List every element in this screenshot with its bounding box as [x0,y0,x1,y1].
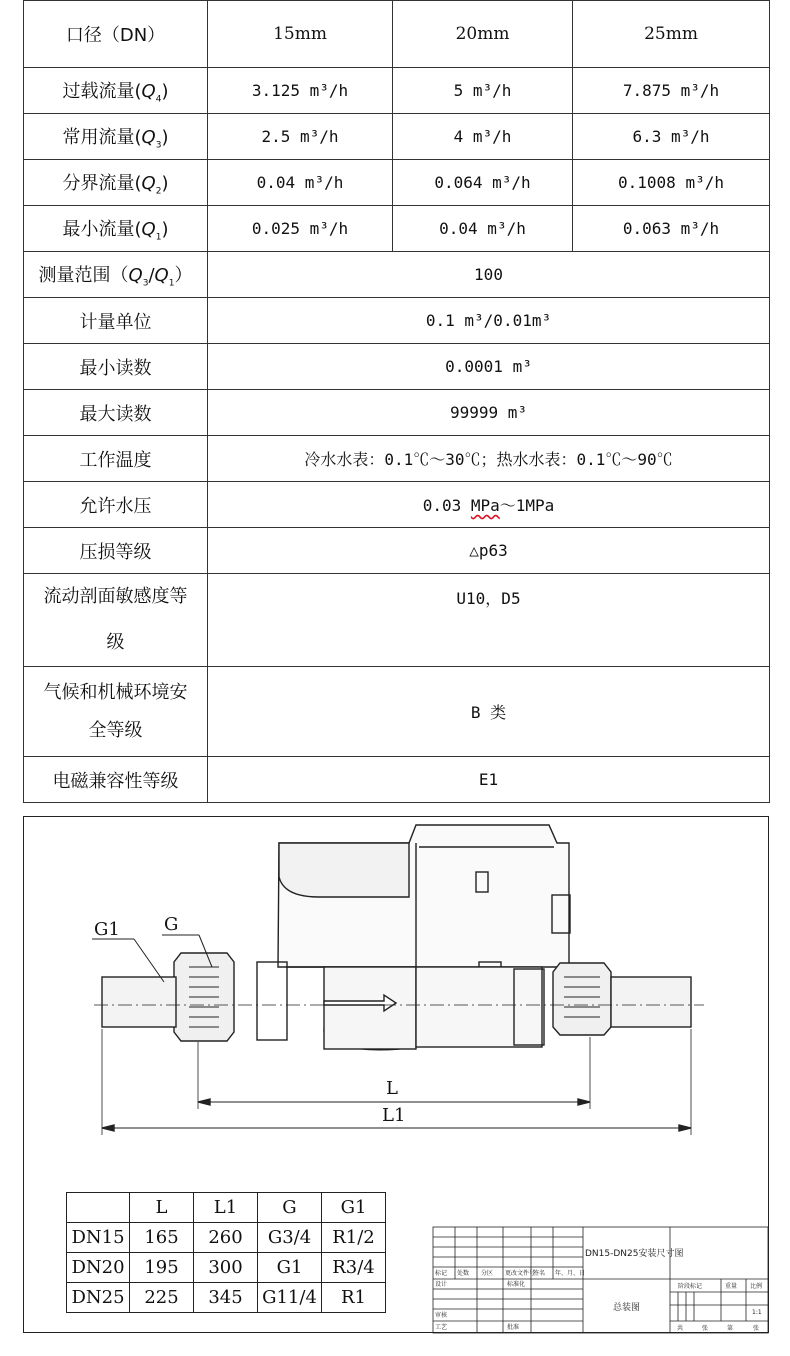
dim-cell: 300 [194,1253,258,1283]
tb-total: 共 [677,1325,684,1332]
tb-label: 处数 [457,1270,470,1277]
q-symbol: Q [154,264,169,286]
table-row [67,1223,386,1253]
row-label: 压损等级 [24,528,208,574]
right-nut [553,963,611,1035]
spec-table [23,0,770,803]
dim-cell: R3/4 [322,1253,386,1283]
table-row [24,1,770,68]
q-subscript: 1 [168,278,175,289]
q-subscript: 2 [155,186,162,197]
cell: 5 m³/h [393,68,573,114]
dim-cell: 195 [130,1253,194,1283]
table-row [24,667,770,757]
label-line: 全等级 [88,719,143,741]
tb-standard: 标准化 [507,1281,526,1288]
row-label [24,574,208,667]
label-text: ) [161,126,169,148]
cell: 0.064 m³/h [393,160,573,206]
table-row [67,1193,386,1223]
table-row [24,114,770,160]
row-label: 最小读数 [24,344,208,390]
tb-approve: 批准 [507,1324,520,1331]
cell: E1 [208,757,770,803]
row-label: 允许水压 [24,482,208,528]
row-label [24,68,208,114]
label-text: 过载流量( [62,80,142,102]
cell: 0.063 m³/h [573,206,770,252]
tb-sheets2: 张 [753,1325,760,1332]
table-row [67,1253,386,1283]
cell: 0.1008 m³/h [573,160,770,206]
cell [208,482,770,528]
label-text: ) [161,218,169,240]
header-label: 口径（DN） [24,1,208,68]
cell: 99999 m³ [208,390,770,436]
neck [257,962,287,1040]
dim-cell: G3/4 [258,1223,322,1253]
cell: 3.125 m³/h [208,68,393,114]
cell: 0.04 m³/h [208,160,393,206]
table-row [24,252,770,298]
label-line: 级 [106,632,125,653]
table-row [24,757,770,803]
cell: 6.3 m³/h [573,114,770,160]
q-symbol: Q [141,172,156,194]
cell: B 类 [208,667,770,757]
table-row [24,298,770,344]
pressure-max: ～1MPa [499,496,555,515]
q-subscript: 4 [155,94,162,105]
row-label: 工作温度 [24,436,208,482]
tb-stage: 阶段标记 [678,1283,703,1290]
table-row [24,436,770,482]
dim-arrow [102,1125,114,1131]
table-row [24,574,770,667]
meter-body-main [324,967,416,1049]
q-subscript: 3 [155,140,162,151]
dim-header: G [258,1193,322,1223]
label-line: 气候和机械环境安 [43,681,188,703]
title-block [433,1227,768,1333]
dim-header: L1 [194,1193,258,1223]
tb-label: 年、月、日 [555,1270,586,1277]
q-symbol: Q [141,218,156,240]
label-text: 常用流量( [62,126,142,148]
row-label: 最大读数 [24,390,208,436]
tb-scale: 比例 [750,1283,763,1290]
tb-label: 签名 [533,1270,546,1277]
tb-label: 更改文件号 [505,1270,536,1277]
label-text: 最小流量( [62,218,142,240]
cell: 0.025 m³/h [208,206,393,252]
right-tail [611,977,691,1027]
dim-cell: R1/2 [322,1223,386,1253]
cell: 0.0001 m³ [208,344,770,390]
row-label [24,160,208,206]
row-label [24,252,208,298]
cell: 冷水水表：0.1℃～30℃；热水水表：0.1℃～90℃ [208,436,770,482]
assembly-title: 总装图 [613,1303,641,1313]
table-row [24,528,770,574]
tb-process: 工艺 [435,1324,448,1331]
l1-callout: L1 [382,1105,406,1126]
cell: 7.875 m³/h [573,68,770,114]
dim-cell: 165 [130,1223,194,1253]
dim-cell: DN20 [67,1253,130,1283]
row-label [24,206,208,252]
table-row [24,206,770,252]
header-col: 20mm [393,1,573,68]
row-label [24,114,208,160]
dim-cell: 225 [130,1283,194,1313]
label-text: 测量范围（ [38,264,129,286]
tb-weight: 重量 [725,1283,738,1290]
dim-cell: G11/4 [258,1283,322,1313]
tb-check: 审核 [435,1312,448,1319]
dim-cell: 260 [194,1223,258,1253]
cell: 4 m³/h [393,114,573,160]
tb-label: 分区 [481,1270,494,1277]
g1-callout: G1 [94,919,120,940]
pressure-min: 0.03 [422,496,471,515]
l-callout: L [386,1078,398,1099]
cell: 100 [208,252,770,298]
header-col: 15mm [208,1,393,68]
cell: U10，D5 [208,574,770,667]
row-label [24,667,208,757]
dim-arrow [578,1099,590,1105]
table-row [24,482,770,528]
label-text: 分界流量( [62,172,142,194]
tb-sheets: 张 [702,1325,709,1332]
dim-header: G1 [322,1193,386,1223]
dim-cell: DN25 [67,1283,130,1313]
row-label: 计量单位 [24,298,208,344]
left-tail [102,977,176,1027]
cell: 0.04 m³/h [393,206,573,252]
dim-arrow [679,1125,691,1131]
table-row [24,160,770,206]
label-text: ) [161,80,169,102]
q-subscript: 1 [155,232,162,243]
header-col: 25mm [573,1,770,68]
q-symbol: Q [141,80,156,102]
row-label: 电磁兼容性等级 [24,757,208,803]
table-row [24,344,770,390]
q-subscript: 3 [142,278,149,289]
label-line: 流动剖面敏感度等 [43,586,188,607]
dim-header [67,1193,130,1223]
tb-design: 设计 [435,1281,448,1288]
table-row [24,68,770,114]
table-row [67,1283,386,1313]
table-row [24,390,770,436]
label-text: ) [161,172,169,194]
dimension-table [66,1192,386,1313]
tb-scale-value: 1:1 [752,1309,762,1316]
dim-cell: R1 [322,1283,386,1313]
cell: 2.5 m³/h [208,114,393,160]
register-lid [279,843,409,897]
tb-sheet-no: 第 [727,1325,734,1332]
g-callout: G [164,914,179,935]
dim-cell: G1 [258,1253,322,1283]
pressure-unit: MPa [470,496,500,515]
q-symbol: Q [141,126,156,148]
dim-cell: DN15 [67,1223,130,1253]
tb-label: 标记 [435,1270,448,1277]
cell: 0.1 m³/0.01m³ [208,298,770,344]
meter-body-right [416,967,542,1047]
label-text: ） [174,264,193,286]
drawing-title: DN15-DN25安装尺寸图 [585,1249,684,1259]
q-symbol: Q [128,264,143,286]
dim-arrow [198,1099,210,1105]
g1-leader [134,939,164,982]
dim-header: L [130,1193,194,1223]
dim-cell: 345 [194,1283,258,1313]
cell: △p63 [208,528,770,574]
label-text: / [148,264,155,286]
